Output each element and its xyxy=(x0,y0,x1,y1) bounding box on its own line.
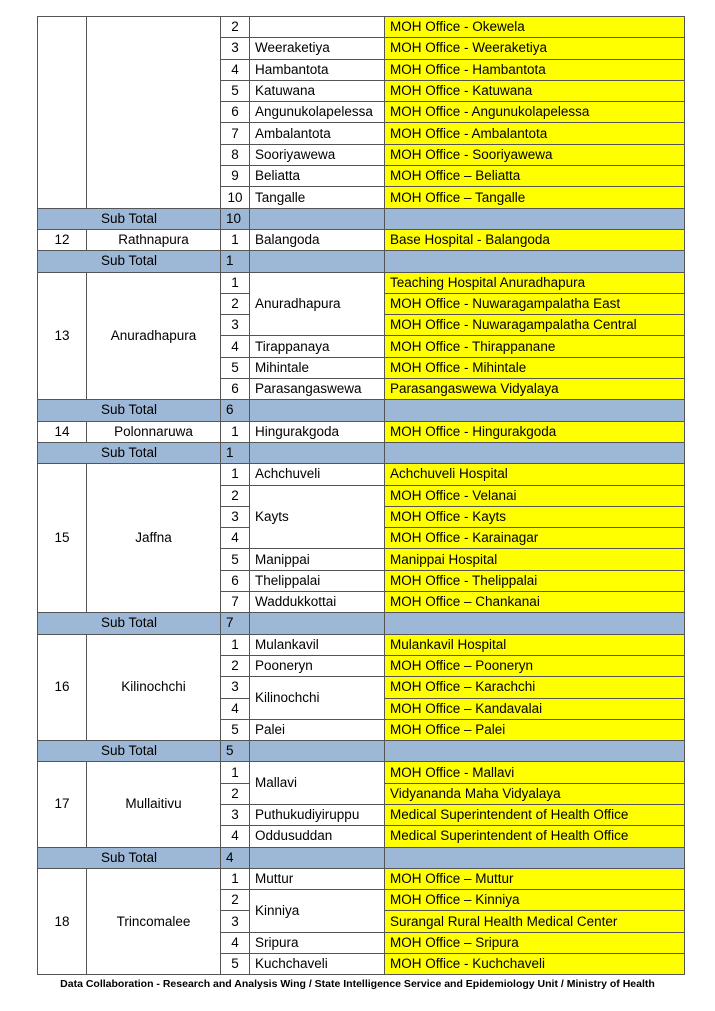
subtotal-count: 1 xyxy=(221,251,250,272)
row-number-cell: 2 xyxy=(221,17,250,38)
vaccination-center-cell: MOH Office – Chankanai xyxy=(385,592,685,613)
subtotal-blank-cell xyxy=(385,208,685,229)
district-number-cell: 18 xyxy=(38,868,87,974)
vaccination-center-cell: MOH Office - Sooriyawewa xyxy=(385,144,685,165)
row-number-cell: 2 xyxy=(221,655,250,676)
moh-area-cell: Sripura xyxy=(250,932,385,953)
district-name-cell: Mullaitivu xyxy=(87,762,221,847)
vaccination-center-cell: MOH Office – Beliatta xyxy=(385,166,685,187)
subtotal-label: Sub Total xyxy=(38,251,221,272)
district-name-cell: Rathnapura xyxy=(87,229,221,250)
moh-area-cell: Mallavi xyxy=(250,762,385,805)
row-number-cell: 4 xyxy=(221,698,250,719)
moh-area-cell: Katuwana xyxy=(250,80,385,101)
moh-area-cell: Kayts xyxy=(250,485,385,549)
row-number-cell: 3 xyxy=(221,506,250,527)
vaccination-center-cell: Parasangaswewa Vidyalaya xyxy=(385,379,685,400)
subtotal-label: Sub Total xyxy=(38,208,221,229)
moh-area-cell: Waddukkottai xyxy=(250,592,385,613)
row-number-cell: 5 xyxy=(221,549,250,570)
vaccination-center-cell: Vidyananda Maha Vidyalaya xyxy=(385,783,685,804)
subtotal-row xyxy=(38,400,685,421)
subtotal-row xyxy=(38,613,685,634)
subtotal-row xyxy=(38,741,685,762)
vaccination-center-cell: MOH Office - Karainagar xyxy=(385,528,685,549)
row-number-cell: 1 xyxy=(221,868,250,889)
subtotal-blank-cell xyxy=(250,613,385,634)
district-name-cell: Jaffna xyxy=(87,464,221,613)
subtotal-blank-cell xyxy=(250,847,385,868)
subtotal-blank-cell xyxy=(385,741,685,762)
row-number-cell: 1 xyxy=(221,229,250,250)
moh-area-cell: Oddusuddan xyxy=(250,826,385,847)
vaccination-center-cell: Achchuveli Hospital xyxy=(385,464,685,485)
row-number-cell: 3 xyxy=(221,804,250,825)
centers-table-body xyxy=(38,17,685,975)
row-number-cell: 2 xyxy=(221,890,250,911)
district-name-cell: Kilinochchi xyxy=(87,634,221,740)
vaccination-center-cell: MOH Office - Mihintale xyxy=(385,357,685,378)
subtotal-row xyxy=(38,208,685,229)
row-number-cell: 6 xyxy=(221,379,250,400)
subtotal-blank-cell xyxy=(385,847,685,868)
row-number-cell: 4 xyxy=(221,528,250,549)
moh-area-cell: Anuradhapura xyxy=(250,272,385,336)
vaccination-center-cell: MOH Office – Karachchi xyxy=(385,677,685,698)
vaccination-center-cell: MOH Office – Sripura xyxy=(385,932,685,953)
moh-area-cell: Thelippalai xyxy=(250,570,385,591)
subtotal-label: Sub Total xyxy=(38,847,221,868)
row-number-cell: 1 xyxy=(221,272,250,293)
row-number-cell: 1 xyxy=(221,634,250,655)
row-number-cell: 8 xyxy=(221,144,250,165)
subtotal-label: Sub Total xyxy=(38,613,221,634)
vaccination-center-cell: MOH Office - Nuwaragampalatha Central xyxy=(385,315,685,336)
moh-area-cell: Manippai xyxy=(250,549,385,570)
vaccination-center-cell: Teaching Hospital Anuradhapura xyxy=(385,272,685,293)
vaccination-center-cell: MOH Office – Kandavalai xyxy=(385,698,685,719)
row-number-cell: 1 xyxy=(221,762,250,783)
vaccination-center-cell: MOH Office – Kinniya xyxy=(385,890,685,911)
row-number-cell: 4 xyxy=(221,59,250,80)
moh-area-cell: Hambantota xyxy=(250,59,385,80)
vaccination-center-cell: MOH Office – Tangalle xyxy=(385,187,685,208)
table-row xyxy=(38,229,685,250)
vaccination-center-cell: Manippai Hospital xyxy=(385,549,685,570)
table-row xyxy=(38,421,685,442)
moh-area-cell: Pooneryn xyxy=(250,655,385,676)
subtotal-label: Sub Total xyxy=(38,741,221,762)
moh-area-cell: Angunukolapelessa xyxy=(250,102,385,123)
vaccination-center-cell: MOH Office - Nuwaragampalatha East xyxy=(385,293,685,314)
row-number-cell: 3 xyxy=(221,911,250,932)
subtotal-blank-cell xyxy=(250,208,385,229)
moh-area-cell: Sooriyawewa xyxy=(250,144,385,165)
row-number-cell: 5 xyxy=(221,719,250,740)
vaccination-center-cell: MOH Office - Thelippalai xyxy=(385,570,685,591)
moh-area-cell: Kuchchaveli xyxy=(250,954,385,975)
subtotal-blank-cell xyxy=(385,400,685,421)
district-number-cell: 17 xyxy=(38,762,87,847)
subtotal-label: Sub Total xyxy=(38,400,221,421)
subtotal-blank-cell xyxy=(250,442,385,463)
vaccination-center-cell: Base Hospital - Balangoda xyxy=(385,229,685,250)
subtotal-count: 6 xyxy=(221,400,250,421)
row-number-cell: 4 xyxy=(221,336,250,357)
row-number-cell: 9 xyxy=(221,166,250,187)
moh-area-cell: Balangoda xyxy=(250,229,385,250)
table-row xyxy=(38,634,685,655)
row-number-cell: 7 xyxy=(221,592,250,613)
district-name-cell: Polonnaruwa xyxy=(87,421,221,442)
row-number-cell: 1 xyxy=(221,464,250,485)
row-number-cell: 5 xyxy=(221,80,250,101)
vaccination-center-cell: MOH Office - Ambalantota xyxy=(385,123,685,144)
district-number-cell: 13 xyxy=(38,272,87,400)
vaccination-center-cell: MOH Office – Muttur xyxy=(385,868,685,889)
row-number-cell: 5 xyxy=(221,357,250,378)
district-number-cell: 14 xyxy=(38,421,87,442)
moh-area-cell: Tirappanaya xyxy=(250,336,385,357)
vaccination-center-cell: MOH Office - Velanai xyxy=(385,485,685,506)
subtotal-label: Sub Total xyxy=(38,442,221,463)
subtotal-blank-cell xyxy=(385,251,685,272)
vaccination-center-cell: Medical Superintendent of Health Office xyxy=(385,804,685,825)
subtotal-count: 7 xyxy=(221,613,250,634)
vaccination-center-cell: MOH Office - Kuchchaveli xyxy=(385,954,685,975)
moh-area-cell: Ambalantota xyxy=(250,123,385,144)
row-number-cell: 6 xyxy=(221,570,250,591)
district-number-cell: 12 xyxy=(38,229,87,250)
row-number-cell: 6 xyxy=(221,102,250,123)
moh-area-cell: Kilinochchi xyxy=(250,677,385,720)
district-number-cell xyxy=(38,17,87,209)
row-number-cell: 5 xyxy=(221,954,250,975)
subtotal-count: 10 xyxy=(221,208,250,229)
vaccination-center-cell: MOH Office - Thirappanane xyxy=(385,336,685,357)
district-number-cell: 16 xyxy=(38,634,87,740)
subtotal-blank-cell xyxy=(250,251,385,272)
subtotal-row xyxy=(38,251,685,272)
subtotal-blank-cell xyxy=(385,613,685,634)
subtotal-count: 4 xyxy=(221,847,250,868)
vaccination-center-cell: MOH Office - Okewela xyxy=(385,17,685,38)
table-row xyxy=(38,868,685,889)
moh-area-cell: Hingurakgoda xyxy=(250,421,385,442)
table-row xyxy=(38,464,685,485)
row-number-cell: 3 xyxy=(221,315,250,336)
district-name-cell xyxy=(87,17,221,209)
table-row xyxy=(38,17,685,38)
vaccination-center-cell: Surangal Rural Health Medical Center xyxy=(385,911,685,932)
footer-credit: Data Collaboration - Research and Analysis Wing / State Intelligence Service and Epidemiology Unit / Ministry of Health xyxy=(60,978,655,990)
moh-area-cell: Mihintale xyxy=(250,357,385,378)
row-number-cell: 3 xyxy=(221,38,250,59)
district-name-cell: Trincomalee xyxy=(87,868,221,974)
subtotal-blank-cell xyxy=(250,741,385,762)
subtotal-count: 1 xyxy=(221,442,250,463)
moh-area-cell: Kinniya xyxy=(250,890,385,933)
row-number-cell: 1 xyxy=(221,421,250,442)
vaccination-center-cell: MOH Office - Mallavi xyxy=(385,762,685,783)
row-number-cell: 2 xyxy=(221,783,250,804)
district-number-cell: 15 xyxy=(38,464,87,613)
vaccination-center-cell: MOH Office - Weeraketiya xyxy=(385,38,685,59)
vaccination-center-cell: Mulankavil Hospital xyxy=(385,634,685,655)
moh-area-cell: Parasangaswewa xyxy=(250,379,385,400)
moh-area-cell: Tangalle xyxy=(250,187,385,208)
district-name-cell: Anuradhapura xyxy=(87,272,221,400)
subtotal-count: 5 xyxy=(221,741,250,762)
vaccination-center-cell: MOH Office – Palei xyxy=(385,719,685,740)
moh-area-cell: Muttur xyxy=(250,868,385,889)
vaccination-center-cell: MOH Office - Katuwana xyxy=(385,80,685,101)
vaccination-center-cell: MOH Office - Kayts xyxy=(385,506,685,527)
vaccination-center-cell: MOH Office - Hambantota xyxy=(385,59,685,80)
row-number-cell: 2 xyxy=(221,293,250,314)
subtotal-row xyxy=(38,442,685,463)
table-row xyxy=(38,762,685,783)
vaccination-center-cell: MOH Office - Hingurakgoda xyxy=(385,421,685,442)
centers-table xyxy=(37,16,685,975)
subtotal-blank-cell xyxy=(250,400,385,421)
row-number-cell: 7 xyxy=(221,123,250,144)
row-number-cell: 4 xyxy=(221,932,250,953)
table-row xyxy=(38,272,685,293)
moh-area-cell: Achchuveli xyxy=(250,464,385,485)
moh-area-cell: Palei xyxy=(250,719,385,740)
row-number-cell: 10 xyxy=(221,187,250,208)
subtotal-row xyxy=(38,847,685,868)
subtotal-blank-cell xyxy=(385,442,685,463)
moh-area-cell: Puthukudiyiruppu xyxy=(250,804,385,825)
vaccination-center-cell: MOH Office - Angunukolapelessa xyxy=(385,102,685,123)
moh-area-cell xyxy=(250,17,385,38)
moh-area-cell: Weeraketiya xyxy=(250,38,385,59)
row-number-cell: 2 xyxy=(221,485,250,506)
moh-area-cell: Mulankavil xyxy=(250,634,385,655)
vaccination-center-cell: Medical Superintendent of Health Office xyxy=(385,826,685,847)
row-number-cell: 4 xyxy=(221,826,250,847)
row-number-cell: 3 xyxy=(221,677,250,698)
vaccination-center-cell: MOH Office – Pooneryn xyxy=(385,655,685,676)
moh-area-cell: Beliatta xyxy=(250,166,385,187)
